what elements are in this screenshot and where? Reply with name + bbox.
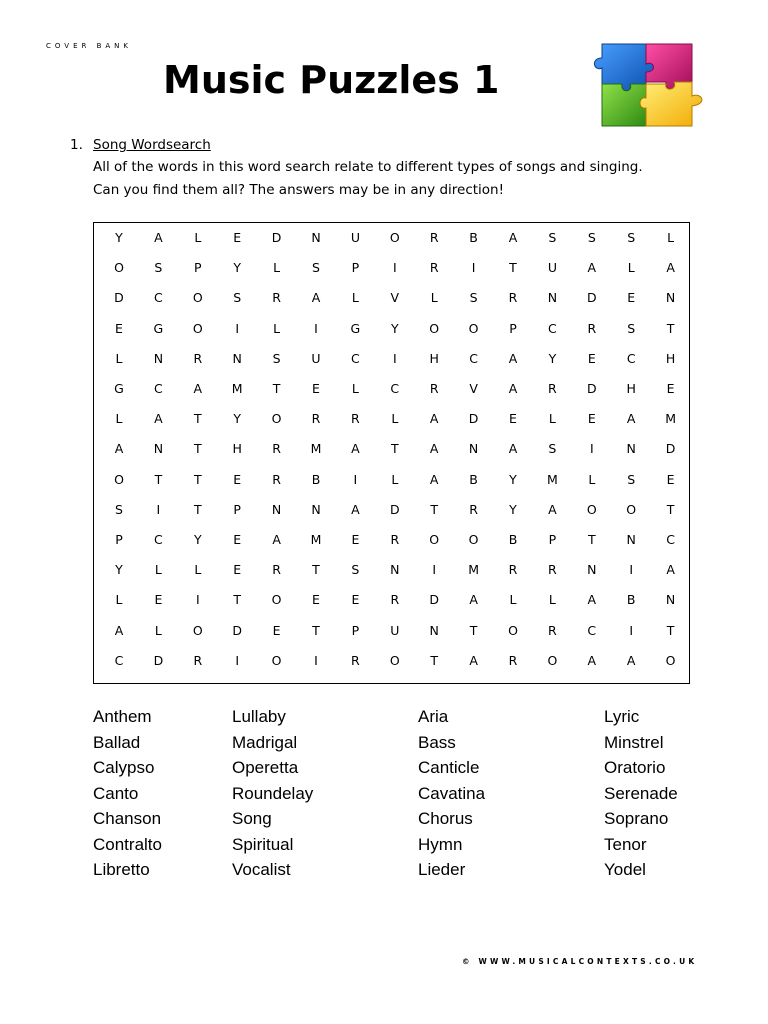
grid-cell: R: [272, 441, 281, 457]
grid-cell: D: [468, 411, 479, 427]
grid-cell: L: [154, 622, 162, 638]
word-list-item: Minstrel: [604, 732, 664, 752]
grid-cell: O: [114, 260, 124, 276]
grid-cell: Y: [509, 501, 517, 517]
grid-cell: L: [667, 230, 675, 245]
grid-cell: S: [312, 260, 320, 276]
word-list-item: Ballad: [93, 732, 141, 752]
grid-cell: O: [192, 320, 203, 336]
grid-cell: I: [156, 501, 161, 517]
grid-cell: R: [390, 592, 400, 608]
grid-cell: G: [153, 320, 164, 336]
grid-cell: R: [193, 350, 203, 366]
grid-cell: Y: [193, 532, 202, 547]
grid-cell: N: [390, 562, 400, 578]
grid-cell: O: [192, 622, 203, 638]
grid-cell: S: [587, 230, 596, 245]
grid-cell: S: [233, 290, 242, 306]
grid-cell: B: [311, 471, 321, 487]
grid-cell: R: [469, 501, 478, 517]
grid-cell: D: [114, 290, 124, 306]
grid-cell: A: [587, 592, 597, 608]
grid-cell: T: [233, 592, 241, 608]
grid-row: [94, 404, 689, 434]
grid-cell: E: [587, 350, 596, 366]
word-list-item: Cavatina: [418, 783, 486, 803]
grid-cell: N: [271, 501, 282, 517]
grid-cell: A: [626, 411, 636, 427]
grid-cell: T: [666, 320, 675, 336]
grid-cell: R: [351, 652, 360, 668]
grid-cell: I: [314, 320, 318, 336]
word-list-item: Roundelay: [232, 783, 314, 803]
grid-cell: P: [351, 260, 360, 276]
grid-cell: R: [272, 290, 281, 306]
grid-cell: E: [312, 592, 320, 608]
grid-cell: I: [314, 652, 318, 668]
grid-cell: L: [548, 411, 556, 427]
word-list-item: Libretto: [93, 860, 150, 879]
grid-cell: C: [469, 350, 478, 366]
grid-cell: L: [351, 290, 359, 306]
grid-cell: S: [627, 471, 636, 487]
grid-cell: I: [392, 350, 397, 366]
grid-cell: C: [154, 381, 163, 396]
grid-row: [94, 555, 689, 585]
grid-row: [94, 314, 689, 344]
grid-cell: C: [626, 350, 636, 366]
grid-cell: I: [432, 562, 437, 578]
grid-cell: H: [665, 350, 676, 366]
grid-cell: N: [311, 230, 321, 245]
grid-cell: D: [665, 441, 676, 457]
grid-row: [94, 374, 689, 404]
grid-cell: A: [351, 441, 360, 457]
grid-cell: N: [665, 592, 676, 608]
grid-cell: O: [468, 532, 479, 547]
grid-cell: L: [115, 411, 123, 427]
grid-cell: A: [508, 230, 518, 245]
grid-cell: T: [666, 501, 675, 517]
grid-cell: T: [312, 562, 320, 578]
word-list-item: Canticle: [418, 758, 480, 777]
grid-cell: E: [666, 381, 675, 396]
grid-cell: A: [114, 441, 124, 457]
grid-cell: U: [547, 260, 557, 276]
grid-cell: I: [392, 260, 397, 276]
grid-cell: O: [468, 320, 479, 336]
grid-cell: A: [508, 381, 518, 396]
grid-cell: P: [233, 501, 241, 517]
grid-row: [94, 616, 689, 646]
grid-cell: T: [272, 381, 281, 396]
grid-row: [94, 253, 689, 283]
instruction-line-2: Can you find them all? The answers may be in any direction!: [93, 182, 505, 198]
grid-cell: E: [233, 532, 242, 547]
grid-cell: O: [389, 652, 400, 668]
word-list-item: Lullaby: [232, 707, 286, 726]
grid-cell: H: [232, 441, 242, 457]
grid-cell: R: [548, 562, 557, 578]
grid-cell: P: [194, 260, 202, 276]
grid-cell: M: [665, 411, 676, 427]
grid-cell: T: [587, 532, 596, 547]
grid-cell: G: [114, 381, 124, 396]
grid-cell: O: [271, 411, 282, 427]
wordsearch-grid: [93, 222, 690, 684]
word-list-item: Chorus: [418, 809, 473, 828]
grid-cell: I: [471, 260, 476, 276]
grid-cell: E: [627, 290, 636, 306]
grid-cell: O: [626, 501, 637, 517]
grid-cell: Y: [115, 230, 123, 245]
grid-cell: L: [588, 471, 596, 487]
grid-cell: L: [115, 350, 123, 366]
grid-cell: S: [627, 320, 636, 336]
grid-cell: A: [469, 592, 478, 608]
grid-cell: Y: [233, 411, 241, 427]
grid-cell: N: [626, 532, 636, 547]
grid-cell: A: [666, 260, 675, 276]
grid-cell: O: [114, 471, 124, 487]
grid-cell: A: [311, 290, 321, 306]
grid-cell: A: [548, 501, 557, 517]
word-list-item: Anthem: [93, 707, 152, 726]
grid-cell: Y: [115, 562, 123, 578]
grid-cell: Y: [509, 471, 517, 487]
grid-cell: N: [547, 290, 558, 306]
grid-cell: T: [430, 501, 438, 517]
grid-row: [94, 223, 689, 253]
grid-cell: S: [272, 350, 281, 366]
grid-cell: O: [429, 320, 440, 336]
grid-row: [94, 283, 689, 313]
grid-row: [94, 465, 689, 495]
grid-cell: R: [390, 532, 400, 547]
grid-cell: O: [508, 622, 518, 638]
grid-cell: T: [154, 471, 163, 487]
word-list-item: Yodel: [604, 860, 646, 879]
grid-cell: M: [231, 381, 243, 396]
grid-cell: R: [508, 652, 518, 668]
grid-cell: Y: [548, 350, 557, 366]
grid-cell: I: [589, 441, 594, 457]
footer-copyright: © WWW.MUSICALCONTEXTS.CO.UK: [462, 957, 698, 966]
grid-cell: E: [351, 592, 360, 608]
question-number: 1.: [70, 137, 83, 153]
word-list-item: Song: [232, 809, 272, 828]
grid-cell: S: [548, 441, 557, 457]
grid-cell: G: [350, 320, 361, 336]
grid-cell: M: [310, 532, 322, 547]
word-list-item: Vocalist: [232, 860, 291, 879]
grid-cell: O: [192, 290, 203, 306]
grid-cell: M: [468, 562, 479, 578]
grid-cell: R: [193, 652, 203, 668]
grid-cell: A: [508, 441, 518, 457]
grid-cell: R: [508, 290, 518, 306]
grid-cell: B: [508, 532, 518, 547]
word-list-item: Serenade: [604, 783, 678, 803]
word-list-item: Spiritual: [232, 834, 294, 854]
grid-cell: I: [629, 562, 634, 578]
grid-row: [94, 495, 689, 525]
grid-cell: L: [194, 230, 202, 245]
grid-cell: T: [430, 652, 438, 668]
grid-cell: M: [310, 441, 322, 457]
grid-cell: U: [350, 230, 360, 245]
grid-cell: E: [587, 411, 596, 427]
grid-cell: L: [194, 562, 202, 578]
grid-cell: E: [233, 471, 242, 487]
instruction-line-1: All of the words in this word search relate to different types of songs and singing.: [93, 159, 643, 175]
grid-cell: A: [587, 260, 597, 276]
grid-cell: I: [235, 652, 240, 668]
grid-cell: O: [389, 230, 400, 245]
grid-cell: E: [233, 562, 242, 578]
grid-cell: N: [153, 350, 164, 366]
grid-cell: M: [546, 471, 558, 487]
grid-cell: A: [626, 652, 636, 668]
word-list-item: Calypso: [93, 758, 155, 777]
grid-cell: R: [311, 411, 321, 427]
grid-cell: L: [351, 381, 359, 396]
grid-cell: N: [665, 290, 676, 306]
grid-cell: A: [469, 652, 478, 668]
grid-cell: P: [351, 622, 360, 638]
word-list-item: Hymn: [418, 834, 463, 854]
grid-cell: C: [351, 350, 360, 366]
word-list-item: Chanson: [93, 809, 162, 828]
grid-cell: H: [429, 350, 439, 366]
grid-cell: E: [509, 411, 517, 427]
question-heading: Song Wordsearch: [93, 137, 211, 153]
grid-cell: U: [390, 622, 400, 638]
grid-cell: O: [547, 652, 558, 668]
grid-cell: O: [429, 532, 440, 547]
grid-cell: L: [548, 592, 556, 608]
grid-cell: I: [195, 592, 200, 608]
grid-row: [94, 646, 689, 676]
grid-cell: T: [193, 501, 202, 517]
word-list-item: Lyric: [604, 707, 640, 726]
grid-cell: N: [587, 562, 597, 578]
word-list-item: Soprano: [604, 809, 669, 828]
grid-cell: H: [626, 381, 636, 396]
grid-cell: R: [272, 562, 281, 578]
grid-cell: T: [469, 622, 478, 638]
grid-cell: P: [509, 320, 517, 336]
word-list-column-2: [232, 704, 313, 883]
word-list-item: Contralto: [93, 834, 162, 854]
grid-cell: L: [391, 471, 399, 487]
grid-cell: A: [272, 532, 281, 547]
grid-cell: N: [311, 501, 321, 517]
grid-cell: A: [193, 381, 203, 396]
puzzle-piece-yellow: [640, 82, 702, 126]
word-list-item: Tenor: [604, 834, 647, 854]
grid-cell: E: [154, 592, 163, 608]
grid-cell: T: [666, 622, 675, 638]
word-list-column-1: [93, 704, 162, 883]
grid-cell: C: [114, 652, 124, 668]
grid-cell: C: [666, 532, 675, 547]
grid-cell: A: [429, 441, 439, 457]
grid-cell: C: [587, 622, 597, 638]
grid-cell: T: [193, 441, 202, 457]
word-list-item: Bass: [418, 732, 456, 752]
grid-cell: R: [508, 562, 518, 578]
grid-cell: D: [389, 501, 400, 517]
grid-cell: O: [586, 501, 597, 517]
grid-cell: T: [390, 441, 399, 457]
grid-cell: U: [311, 350, 321, 366]
word-list-item: Aria: [418, 707, 449, 726]
grid-cell: B: [626, 592, 636, 608]
grid-row: [94, 525, 689, 555]
grid-cell: L: [627, 260, 635, 276]
grid-cell: I: [629, 622, 634, 638]
grid-cell: A: [154, 411, 163, 427]
grid-cell: C: [548, 320, 557, 336]
grid-cell: A: [666, 562, 675, 578]
grid-cell: D: [429, 592, 439, 608]
grid-cell: C: [154, 290, 163, 306]
grid-cell: S: [627, 230, 636, 245]
grid-cell: A: [154, 230, 163, 245]
word-list-column-3: [418, 704, 485, 883]
grid-cell: N: [232, 350, 242, 366]
grid-cell: B: [469, 471, 478, 487]
grid-cell: L: [154, 562, 162, 578]
grid-cell: Y: [390, 320, 399, 336]
grid-cell: I: [353, 471, 358, 487]
grid-cell: S: [115, 501, 123, 517]
grid-cell: N: [153, 441, 164, 457]
page-title: Music Puzzles 1: [163, 58, 500, 102]
word-list-item: Madrigal: [232, 732, 298, 752]
grid-cell: A: [114, 622, 124, 638]
grid-cell: S: [351, 562, 360, 578]
grid-cell: E: [115, 320, 123, 336]
grid-cell: R: [429, 381, 439, 396]
grid-cell: S: [469, 290, 478, 306]
word-list-item: Canto: [93, 783, 139, 803]
grid-cell: A: [429, 471, 439, 487]
grid-cell: P: [115, 532, 123, 547]
word-list-item: Operetta: [232, 758, 299, 777]
puzzle-piece-green: [602, 84, 646, 126]
grid-cell: E: [272, 622, 281, 638]
grid-cell: N: [468, 441, 479, 457]
grid-cell: E: [312, 381, 320, 396]
grid-cell: R: [587, 320, 597, 336]
grid-cell: V: [390, 290, 400, 306]
grid-cell: O: [271, 592, 282, 608]
grid-cell: R: [351, 411, 360, 427]
word-list-item: Lieder: [418, 860, 466, 879]
grid-cell: D: [586, 381, 597, 396]
grid-cell: T: [193, 411, 202, 427]
brand-label: COVER BANK: [46, 42, 132, 50]
grid-cell: D: [271, 230, 282, 245]
grid-cell: R: [548, 622, 557, 638]
jigsaw-puzzle-icon: [588, 38, 710, 130]
grid-cell: R: [429, 230, 439, 245]
grid-cell: A: [351, 501, 360, 517]
grid-cell: L: [509, 592, 517, 608]
grid-row: [94, 585, 689, 615]
grid-cell: T: [193, 471, 202, 487]
grid-cell: N: [626, 441, 636, 457]
grid-cell: O: [665, 652, 676, 668]
grid-cell: D: [153, 652, 164, 668]
word-list-column-4: [604, 704, 678, 883]
grid-cell: S: [548, 230, 557, 245]
grid-cell: Y: [233, 260, 241, 276]
grid-cell: D: [232, 622, 242, 638]
grid-cell: R: [548, 381, 557, 396]
grid-cell: L: [430, 290, 438, 306]
grid-cell: O: [271, 652, 282, 668]
grid-cell: A: [429, 411, 439, 427]
word-list-item: Oratorio: [604, 758, 666, 777]
grid-cell: R: [272, 471, 281, 487]
grid-row: [94, 344, 689, 374]
grid-cell: C: [154, 532, 163, 547]
grid-cell: I: [235, 320, 240, 336]
grid-cell: R: [429, 260, 439, 276]
grid-cell: L: [273, 260, 281, 276]
grid-cell: N: [429, 622, 439, 638]
grid-cell: T: [509, 260, 517, 276]
grid-cell: A: [587, 652, 597, 668]
grid-cell: D: [586, 290, 597, 306]
grid-cell: B: [469, 230, 478, 245]
grid-cell: E: [233, 230, 242, 245]
grid-cell: T: [312, 622, 320, 638]
grid-cell: V: [469, 381, 478, 396]
grid-cell: E: [666, 471, 675, 487]
grid-cell: A: [508, 350, 518, 366]
grid-cell: L: [391, 411, 399, 427]
grid-cell: E: [351, 532, 360, 547]
grid-row: [94, 434, 689, 464]
grid-cell: L: [115, 592, 123, 608]
grid-cell: S: [154, 260, 163, 276]
grid-cell: C: [390, 381, 400, 396]
grid-cell: L: [273, 320, 281, 336]
grid-cell: P: [548, 532, 557, 547]
